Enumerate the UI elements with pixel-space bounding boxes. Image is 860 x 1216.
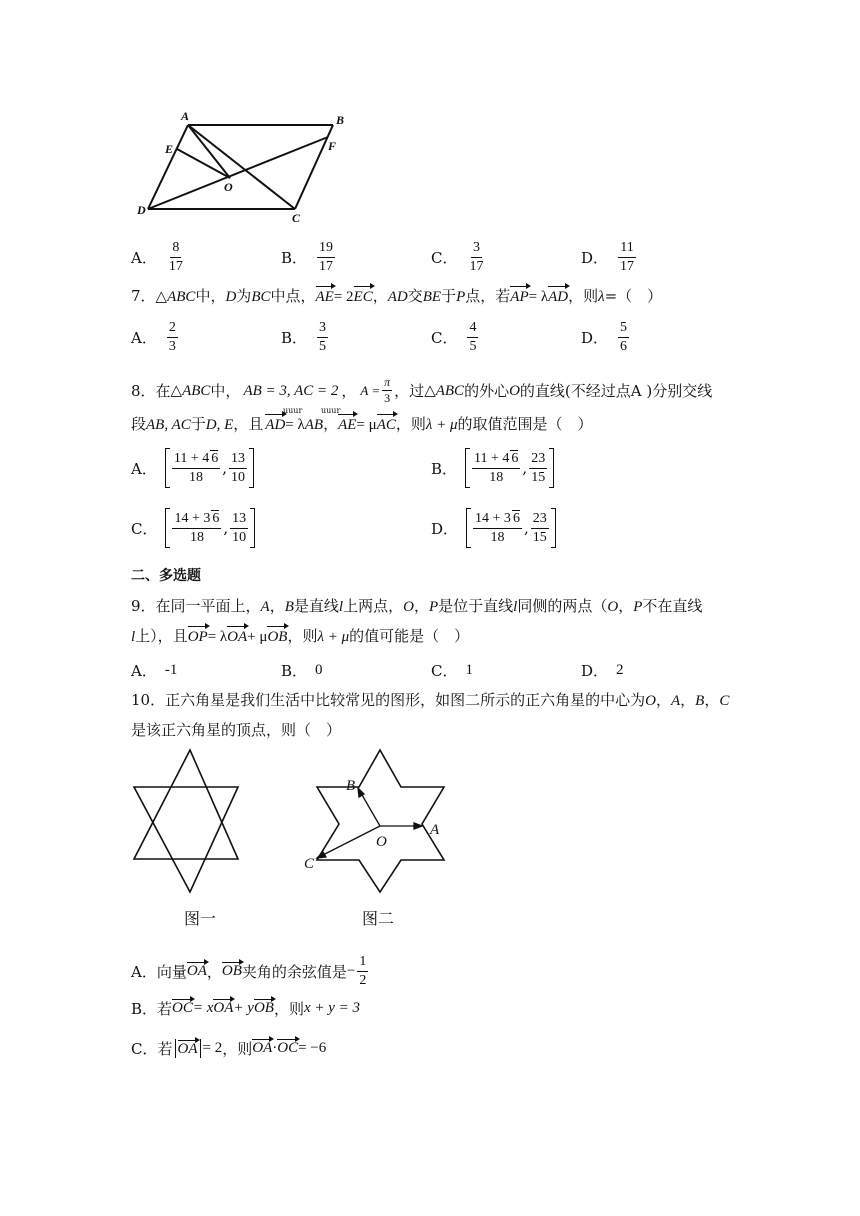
q10-stem-line2: 是该正六角星的顶点，则（ ） bbox=[131, 721, 342, 739]
q10-stem-line1: 10．正六角星是我们生活中比较常见的图形，如图二所示的正六角星的中心为O，A，B，C bbox=[131, 691, 730, 709]
q6-option-c[interactable]: C． $\frac{3}{17}$ bbox=[431, 240, 484, 274]
hexagram-figure-2 bbox=[300, 746, 460, 896]
q7-option-b[interactable]: B． $\frac{3}{5}$ bbox=[281, 320, 327, 354]
q7-stem: 7．△ABC中，D为BC中点，AE= 2EC，AD交BE于P点，若AP= λAD，则λ=（ ） bbox=[131, 287, 663, 305]
q10-option-c[interactable]: C． 若 OA = 2 ，则 OA · OC = −6 bbox=[131, 1040, 327, 1058]
q6-option-b[interactable]: B． $\frac{19}{17}$ bbox=[281, 240, 334, 274]
label-fig2-b: B bbox=[346, 778, 356, 794]
q8-option-c[interactable]: C． $\frac{14 + 3 6}{18}$ , $\frac{13}{10}$ bbox=[131, 508, 255, 548]
label-a: A bbox=[181, 109, 190, 123]
q7-option-c[interactable]: C． $\frac{4}{5}$ bbox=[431, 320, 477, 354]
q9-option-c[interactable]: C． 1 bbox=[431, 662, 473, 680]
label-b: B bbox=[336, 113, 345, 127]
hexagram-figure-1 bbox=[130, 746, 278, 896]
q8-option-b[interactable]: B． $\frac{11 + 4 6}{18}$ , $\frac{23}{15}$ bbox=[431, 448, 554, 488]
label-c: C bbox=[292, 211, 301, 225]
label-fig2-c: C bbox=[304, 856, 315, 872]
q8-option-d[interactable]: D． $\frac{14 + 3 6}{18}$ , $\frac{23}{15}$ bbox=[431, 508, 556, 548]
q8-option-a[interactable]: A． $\frac{11 + 4 6}{18}$ , $\frac{13}{10}$ bbox=[131, 448, 254, 488]
figure-1-caption: 图一 bbox=[184, 909, 217, 928]
label-e: E bbox=[165, 142, 174, 156]
q9-stem-line2: l上），且OP= λOA+ μOB，则λ + μ的值可能是（ ） bbox=[131, 627, 470, 645]
parallelogram-figure bbox=[130, 108, 360, 226]
label-d: D bbox=[137, 203, 146, 217]
q10-option-a[interactable]: A． 向量 OA ， OB 夹角的余弦值是 − $\frac{1}{2}$ bbox=[131, 954, 367, 988]
label-fig2-a: A bbox=[430, 822, 440, 838]
section-heading: 二、多选题 bbox=[131, 568, 201, 584]
q9-option-b[interactable]: B． 0 bbox=[281, 662, 323, 680]
q9-stem-line1: 9．在同一平面上，A，B是直线l上两点，O，P是位于直线l同侧的两点（O，P不在直线 bbox=[131, 597, 703, 615]
q10-option-b[interactable]: B． 若 OC = x OA + y OB ，则 x + y = 3 bbox=[131, 1000, 361, 1018]
label-f: F bbox=[328, 139, 337, 153]
q6-option-a[interactable]: A． $\frac{8}{17}$ bbox=[131, 240, 183, 274]
q8-stem-line1: 8．在 △ABC 中， AB = 3, AC = 2 ， A = $\frac{\pi}{3}$ ，过 △ABC 的外心 O 的直线(不经过点A )分别交线 bbox=[131, 375, 713, 405]
label-o: O bbox=[224, 180, 233, 194]
q7-option-a[interactable]: A． $\frac{2}{3}$ bbox=[131, 320, 176, 354]
label-fig2-o: O bbox=[376, 834, 387, 850]
q6-option-d[interactable]: D． $\frac{11}{17}$ bbox=[581, 240, 635, 274]
q9-option-d[interactable]: D． 2 bbox=[581, 662, 624, 680]
q8-stem-line2: 段AB, AC于D, E，且 AD uuur = λ uuur AB，AE= μAC，则λ + μ的取值范围是（ ） bbox=[131, 406, 593, 433]
q9-option-a[interactable]: A． -1 bbox=[131, 662, 178, 680]
figure-2-caption: 图二 bbox=[362, 909, 395, 928]
q7-option-d[interactable]: D． $\frac{5}{6}$ bbox=[581, 320, 628, 354]
